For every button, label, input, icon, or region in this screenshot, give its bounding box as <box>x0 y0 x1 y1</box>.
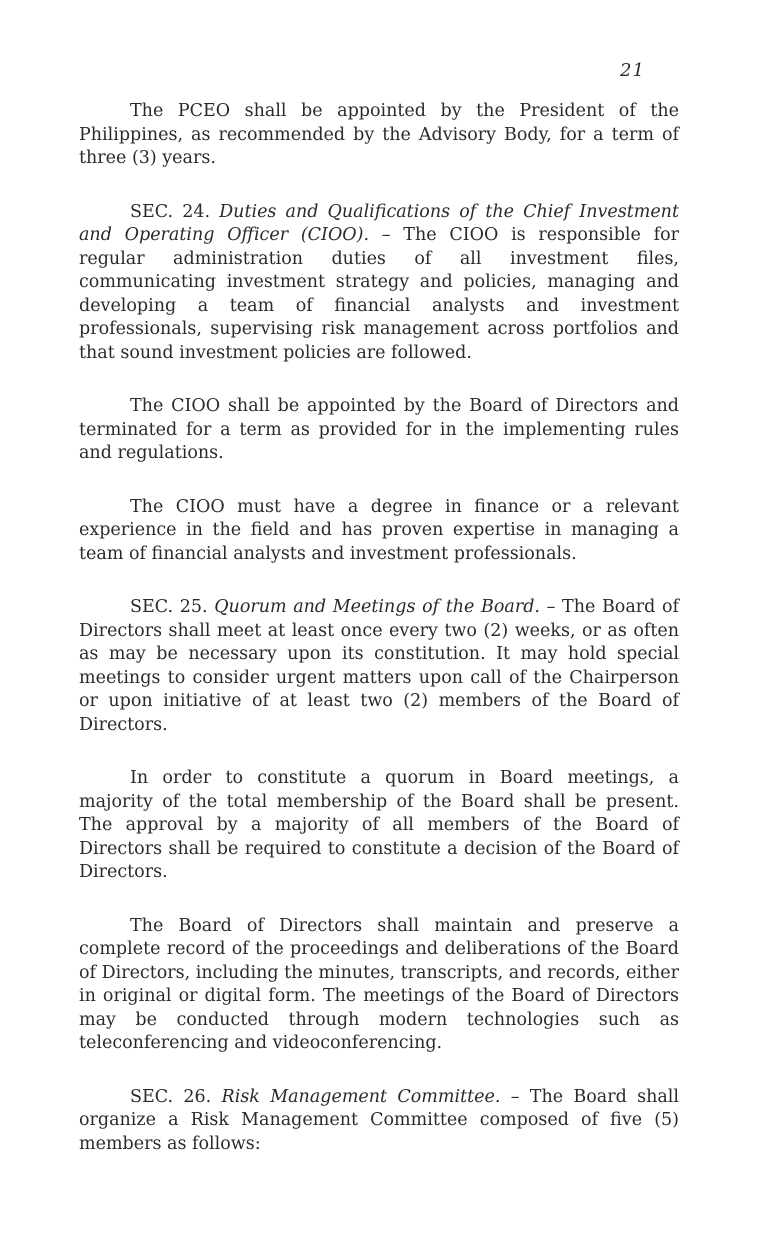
page-number: 21 <box>620 60 645 81</box>
section-24-paragraph <box>79 201 679 366</box>
paragraph-records <box>79 915 679 1056</box>
paragraph-text: – The CIOO is responsible for regular administration duties of all investment files, communicating investment strategy and policies, managing and developing a team of financial analysts and investment professionals, supervising risk management across portfolios and that sound investment policies are followed. <box>79 225 679 363</box>
section-heading: Risk Management Committee. <box>221 1086 501 1107</box>
section-26-paragraph <box>79 1086 679 1157</box>
paragraph-text: In order to constitute a quorum in Board meetings, a majority of the total membership of the Board shall be present. The approval by a majority of all members of the Board of Directors shall be required to constitute a decision of the Board of Directors. <box>79 768 679 882</box>
paragraph-cioo-appointment <box>79 395 679 466</box>
paragraph-text: – The Board of Directors shall meet at least once every two (2) weeks, or as often as may be necessary upon its constitution. It may hold special meetings to consider urgent matters upon call of the Chairperson or upon initiative of at least two (2) members of the Board of Directors. <box>79 597 679 735</box>
paragraph-text: The PCEO shall be appointed by the President of the Philippines, as recommended by the Advisory Body, for a term of three (3) years. <box>79 101 679 168</box>
paragraph-text: The CIOO shall be appointed by the Board of Directors and terminated for a term as provided for in the implementing rules and regulations. <box>79 396 679 463</box>
document-body <box>79 100 679 1156</box>
section-label: SEC. 24. <box>130 201 211 222</box>
section-label: SEC. 26. <box>130 1086 212 1107</box>
section-heading: Quorum and Meetings of the Board. <box>214 597 540 617</box>
paragraph-quorum <box>79 767 679 885</box>
paragraph-cioo-qualifications <box>79 496 679 567</box>
paragraph-text: The Board of Directors shall maintain and preserve a complete record of the proceedings and deliberations of the Board of Directors, including the minutes, transcripts, and records, either in original or digital form. The meetings of the Board of Directors may be conducted through modern technologies such as teleconferencing and videoconferencing. <box>79 915 679 1053</box>
paragraph-text: The CIOO must have a degree in finance or a relevant experience in the field and has proven expertise in managing a team of financial analysts and investment professionals. <box>79 496 679 564</box>
paragraph-pceo-appointment <box>79 100 679 171</box>
section-25-paragraph <box>79 596 679 737</box>
section-label: SEC. 25. <box>130 597 208 617</box>
section-heading: Duties and Qualifications of the Chief Investment and Operating Officer (CIOO). <box>79 201 679 245</box>
paragraph-text: – The Board shall organize a Risk Management Committee composed of five (5) members as follows: <box>79 1086 679 1154</box>
